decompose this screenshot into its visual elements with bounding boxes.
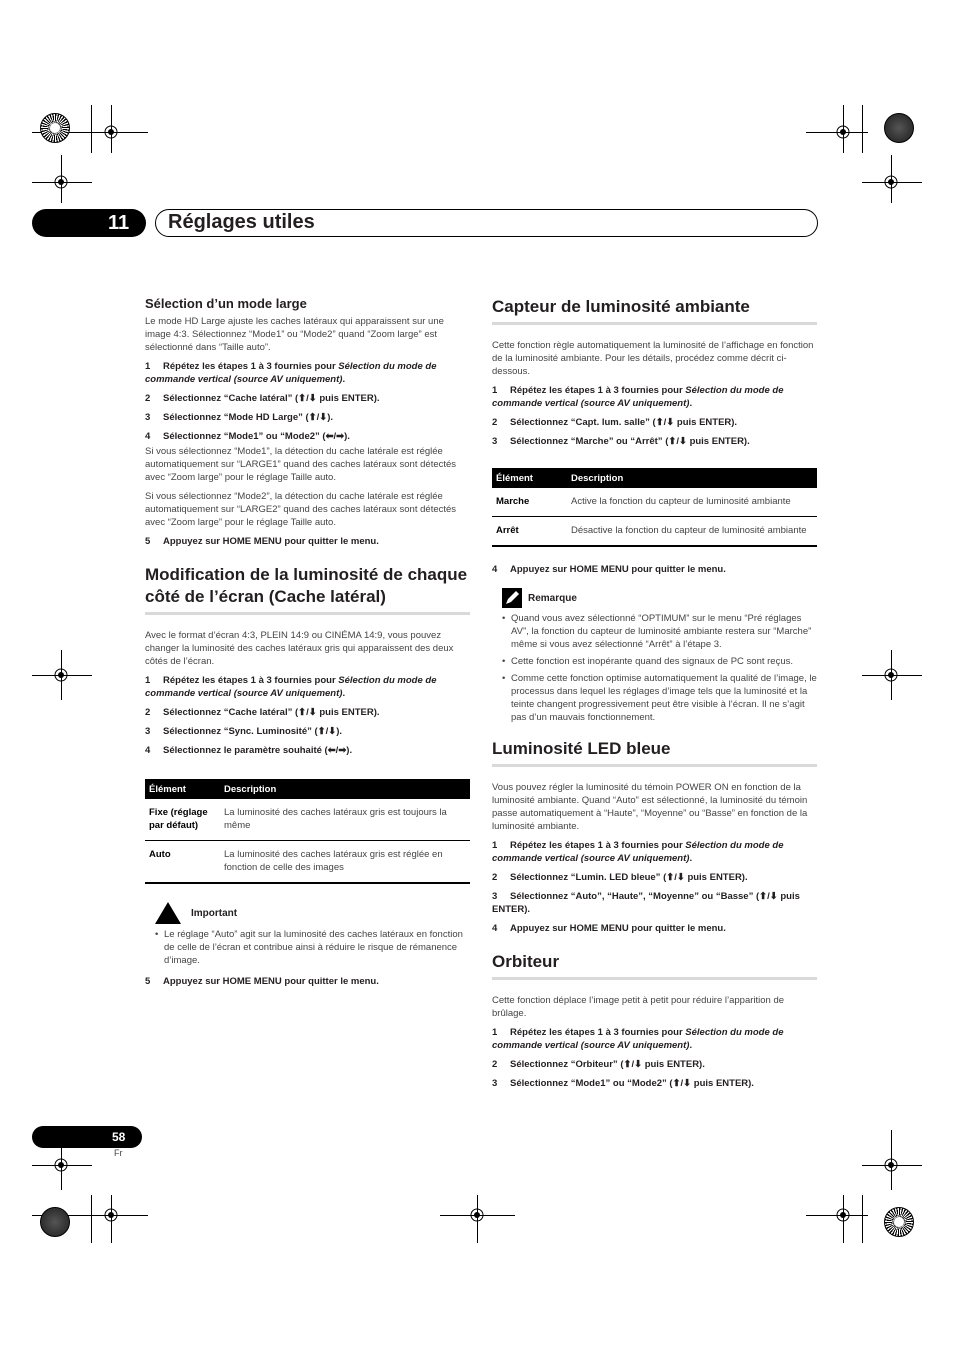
section-intro: Cette fonction règle automatiquement la luminosité de l’affichage en fonction de la luminosité ambiante. Pour les détails, procédez comme décrit ci-dessous. [492, 340, 814, 377]
step-4: 4 Appuyez sur HOME MENU pour quitter le menu. [492, 923, 726, 934]
paragraph: Si vous sélectionnez “Mode2”, la détection du cache latérale est réglée automatiquement sur “LARGE2” quand des caches latéraux sont détectés avec “Zoom large” pour le réglage Taille auto. [145, 491, 457, 528]
step-5: 5 Appuyez sur HOME MENU pour quitter le menu. [145, 976, 379, 987]
section-intro: Cette fonction déplace l’image petit à petit pour réduire l’apparition de brûlage. [492, 995, 785, 1019]
step-4: 4 Sélectionnez le paramètre souhaité (⬅/➡). [145, 745, 353, 756]
warning-icon [155, 902, 181, 924]
step-1: 1 Répétez les étapes 1 à 3 fournies pour Sélection du mode de commande vertical (source AV uniquement). [492, 385, 784, 409]
section-title: Sélection d’un mode large [145, 296, 307, 311]
crosshair-icon [881, 665, 901, 685]
step-2: 2 Sélectionnez “Cache latéral” (⬆/⬇ puis ENTER). [145, 707, 380, 718]
table-row: Arrêt Désactive la fonction du capteur de luminosité ambiante [492, 517, 817, 547]
section-intro: Vous pouvez régler la luminosité du témoin POWER ON en fonction de la luminosité ambiante. Quand “Auto” est sélectionné, la luminosité du témoin passe automatiquement à “Haute”, “Moyenne” ou “Basse” en fonction de la luminosité ambiante. [492, 782, 808, 832]
right-column [492, 296, 817, 1096]
crosshair-icon [101, 122, 121, 142]
registration-disc-icon [884, 113, 914, 143]
crosshair-icon [51, 1155, 71, 1175]
section-title: Orbiteur [492, 951, 817, 980]
important-list [155, 928, 470, 967]
step-1: 1 Répétez les étapes 1 à 3 fournies pour Sélection du mode de commande vertical (source AV uniquement). [145, 675, 437, 699]
list-item: • Quand vous avez sélectionné “OPTIMUM” sur le menu “Pré réglages AV”, la fonction du capteur de luminosité ambiante restera sur “Marche” même si vous avez sélectionné “Arrêt” à l’étape 3. [502, 612, 817, 651]
chapter-number: 11 [108, 212, 130, 234]
step-5: 5 Appuyez sur HOME MENU pour quitter le menu. [145, 536, 379, 547]
list-item: • Le réglage “Auto” agit sur la luminosité des caches latéraux en fonction de celle de l’écran et contribue ainsi à réduire le risque de rémanence d’image. [155, 928, 470, 967]
crosshair-icon [833, 122, 853, 142]
section-title: Luminosité LED bleue [492, 738, 817, 767]
note-list [502, 612, 817, 724]
section-intro: Le mode HD Large ajuste les caches latéraux qui apparaissent sur une image 4:3. Sélectionnez “Mode1” ou “Mode2” quand “Zoom large” est sélectionné dans “Taille auto”. [145, 316, 444, 353]
step-3: 3 Sélectionnez “Mode1” ou “Mode2” (⬆/⬇ puis ENTER). [492, 1078, 754, 1089]
chapter-title: Réglages utiles [168, 211, 315, 233]
crosshair-icon [881, 172, 901, 192]
paragraph: Si vous sélectionnez “Mode1”, la détection du cache latérale est réglée automatiquement sur “LARGE1” quand des caches latéraux sont détectés avec “Zoom large” pour le réglage Taille auto. [145, 446, 457, 483]
page-language: Fr [114, 1148, 123, 1158]
crosshair-icon [51, 665, 71, 685]
table-row: Marche Active la fonction du capteur de luminosité ambiante [496, 496, 791, 507]
pencil-note-icon [502, 588, 522, 608]
settings-table: Élément Description Marche Active la fonction du capteur de luminosité ambiante Arrêt Désactive la fonction du capteur de luminosité ambiante [492, 468, 817, 547]
crosshair-icon [833, 1205, 853, 1225]
page-number: 58 [112, 1130, 126, 1144]
crosshair-icon [467, 1205, 487, 1225]
list-item: • Cette fonction est inopérante quand des signaux de PC sont reçus. [502, 655, 817, 668]
step-3: 3 Sélectionnez “Sync. Luminosité” (⬆/⬇). [145, 726, 343, 737]
step-1: 1 Répétez les étapes 1 à 3 fournies pour Sélection du mode de commande vertical (source AV uniquement). [492, 1027, 784, 1051]
section-intro: Avec le format d’écran 4:3, PLEIN 14:9 ou CINÉMA 14:9, vous pouvez changer la luminosité des caches latéraux gris qui apparaissent des deux côtés de l’écran. [145, 630, 454, 667]
step-2: 2 Sélectionnez “Lumin. LED bleue” (⬆/⬇ puis ENTER). [492, 872, 748, 883]
table-row: Fixe (réglage par défaut) La luminosité des caches latéraux gris est toujours la même [149, 807, 447, 831]
section-title: Modification de la luminosité de chaque côté de l’écran (Cache latéral) [145, 564, 470, 615]
page-badge [32, 1126, 142, 1148]
section-title: Capteur de luminosité ambiante [492, 296, 817, 325]
step-2: 2 Sélectionnez “Cache latéral” (⬆/⬇ puis ENTER). [145, 393, 380, 404]
left-column [145, 296, 470, 994]
step-3: 3 Sélectionnez “Auto”, “Haute”, “Moyenne” ou “Basse” (⬆/⬇ puis ENTER). [492, 891, 800, 915]
step-4: 4 Sélectionnez “Mode1” ou “Mode2” (⬅/➡). [145, 431, 350, 442]
table-row: Auto La luminosité des caches latéraux gris est réglée en fonction de celle des images [145, 841, 470, 884]
registration-disc-icon [40, 113, 70, 143]
crosshair-icon [101, 1205, 121, 1225]
crosshair-icon [51, 172, 71, 192]
step-3: 3 Sélectionnez “Mode HD Large” (⬆/⬇). [145, 412, 334, 423]
important-heading: Important [155, 902, 470, 924]
list-item: • Comme cette fonction optimise automatiquement la qualité de l’image, le processus dans lequel les réglages d’image tels que la luminosité et la teinte changent progressivement peut être visible à l’écran. Il ne s’agit pas d’un mauvais fonctionnement. [502, 672, 817, 724]
step-1: 1 Répétez les étapes 1 à 3 fournies pour Sélection du mode de commande vertical (source AV uniquement). [492, 840, 784, 864]
step-2: 2 Sélectionnez “Capt. lum. salle” (⬆/⬇ puis ENTER). [492, 417, 738, 428]
registration-disc-icon [884, 1207, 914, 1237]
crosshair-icon [881, 1155, 901, 1175]
registration-disc-icon [40, 1207, 70, 1237]
note-heading: Remarque [502, 588, 817, 608]
step-3: 3 Sélectionnez “Marche” ou “Arrêt” (⬆/⬇ puis ENTER). [492, 436, 750, 447]
settings-table: Élément Description Fixe (réglage par défaut) La luminosité des caches latéraux gris est toujours la même Auto La luminosité des caches latéraux gris est réglée en fonction de celle des images [145, 779, 470, 884]
step-2: 2 Sélectionnez “Orbiteur” (⬆/⬇ puis ENTER). [492, 1059, 705, 1070]
step-4: 4 Appuyez sur HOME MENU pour quitter le menu. [492, 564, 726, 575]
step-1: 1 Répétez les étapes 1 à 3 fournies pour Sélection du mode de commande vertical (source AV uniquement). [145, 361, 437, 385]
